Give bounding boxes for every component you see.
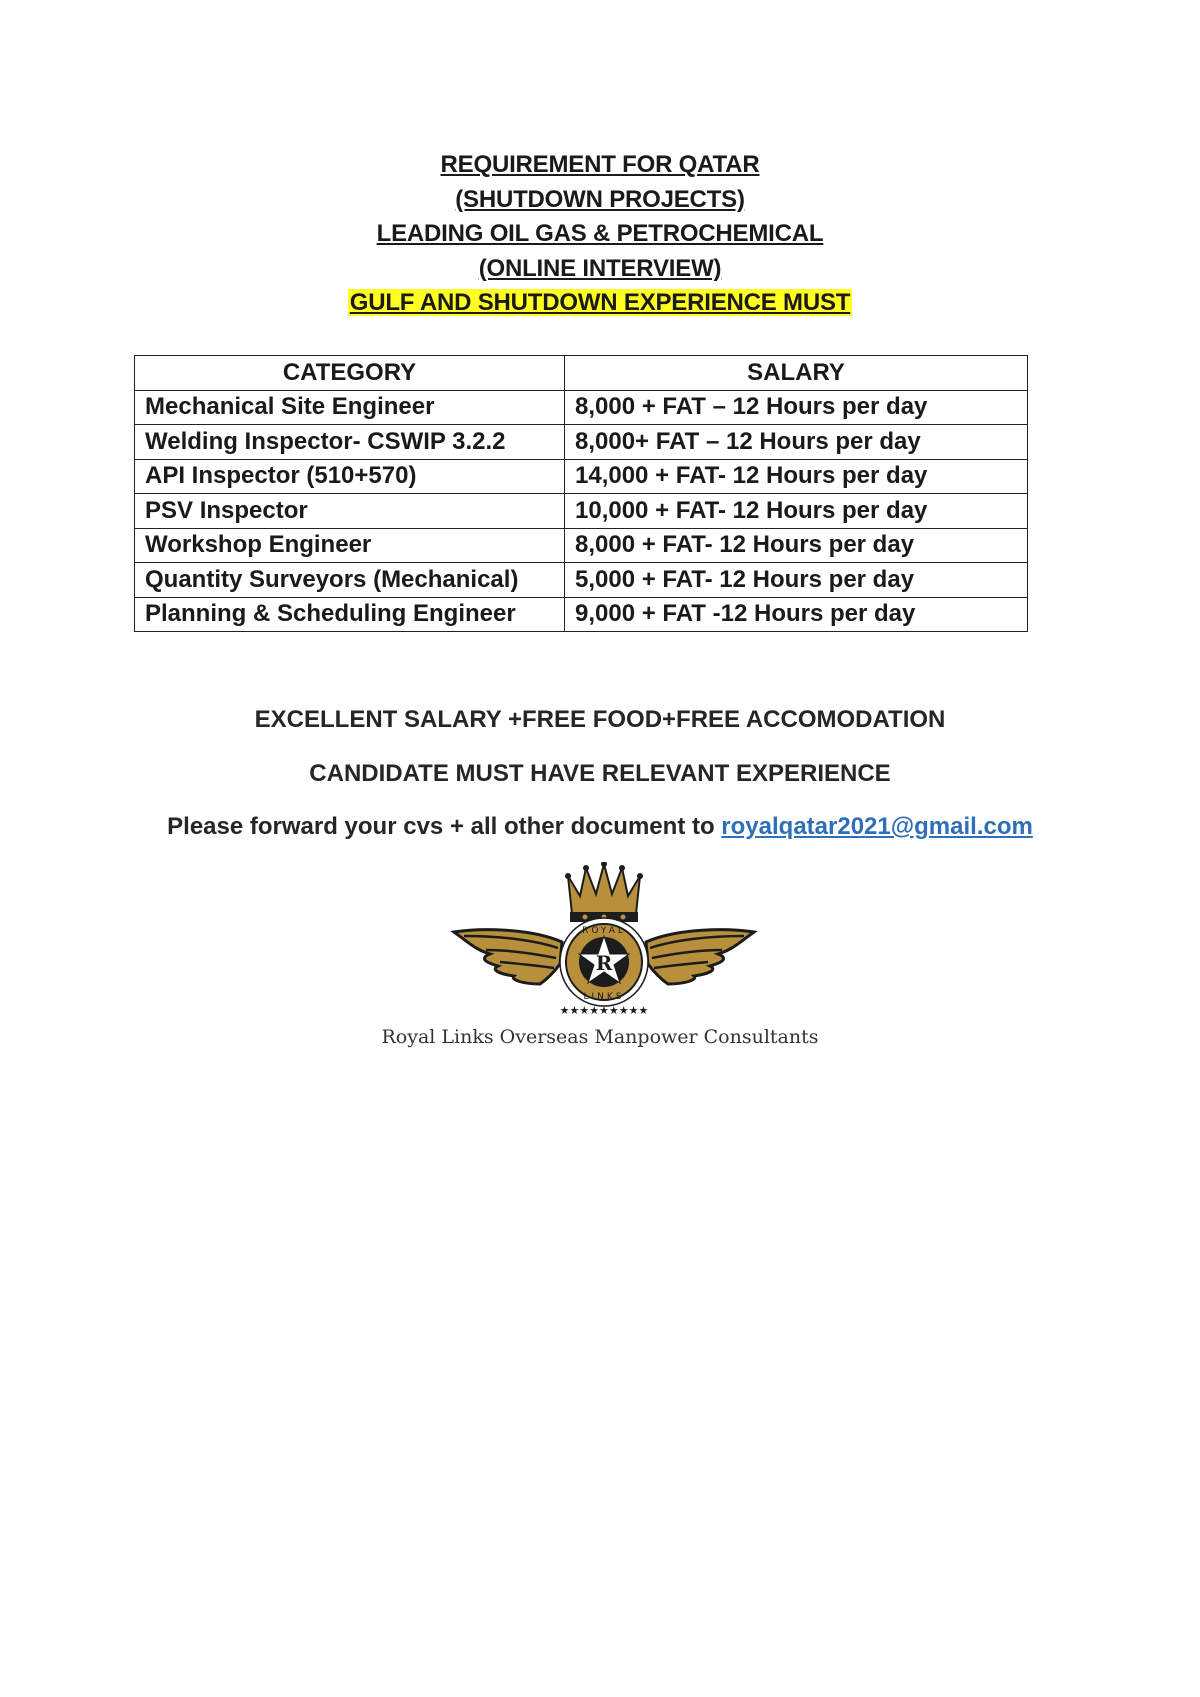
contact-line [0, 813, 1200, 841]
salary-cell: 8,000 + FAT- 12 Hours per day [565, 528, 1028, 563]
royal-links-logo [450, 862, 758, 1028]
header-subtitle-industry: LEADING OIL GAS & PETROCHEMICAL [376, 220, 824, 247]
email-link[interactable]: royalqatar2021@gmail.com [721, 813, 1033, 840]
table-row [135, 528, 1028, 563]
column-header-salary: SALARY [565, 356, 1028, 391]
jobs-table [134, 355, 1028, 632]
header [0, 148, 1200, 321]
right-wing-icon [646, 930, 754, 984]
category-cell: Quantity Surveyors (Mechanical) [135, 563, 565, 598]
medallion-emblem [560, 918, 649, 1017]
salary-cell: 14,000 + FAT- 12 Hours per day [565, 459, 1028, 494]
category-cell: Workshop Engineer [135, 528, 565, 563]
highlighted-requirement: GULF AND SHUTDOWN EXPERIENCE MUST [349, 289, 851, 316]
benefits-text: EXCELLENT SALARY +FREE FOOD+FREE ACCOMODATION [254, 706, 946, 733]
category-cell: Planning & Scheduling Engineer [135, 597, 565, 632]
header-subtitle-interview: (ONLINE INTERVIEW) [478, 254, 722, 282]
column-header-category: CATEGORY [135, 356, 565, 391]
crown-icon [565, 862, 643, 922]
table-row [135, 425, 1028, 460]
table-row [135, 494, 1028, 529]
salary-cell: 8,000+ FAT – 12 Hours per day [565, 425, 1028, 460]
table-row [135, 459, 1028, 494]
category-cell: PSV Inspector [135, 494, 565, 529]
salary-cell: 8,000 + FAT – 12 Hours per day [565, 390, 1028, 425]
category-cell: API Inspector (510+570) [135, 459, 565, 494]
experience-requirement-text: CANDIDATE MUST HAVE RELEVANT EXPERIENCE [309, 760, 891, 787]
salary-cell: 10,000 + FAT- 12 Hours per day [565, 494, 1028, 529]
table-row [135, 597, 1028, 632]
forward-instruction: Please forward your cvs + all other document to [167, 813, 722, 840]
left-wing-icon [454, 930, 562, 984]
category-cell: Mechanical Site Engineer [135, 390, 565, 425]
logo-caption: Royal Links Overseas Manpower Consultants [381, 1026, 819, 1048]
table-row [135, 563, 1028, 598]
header-subtitle-projects: (SHUTDOWN PROJECTS) [455, 185, 745, 213]
logo-stars-decoration: ★★★★★★★★★ [559, 1004, 649, 1017]
table-header-row [135, 356, 1028, 391]
table-row [135, 390, 1028, 425]
logo-top-text: ROYAL [582, 926, 626, 936]
salary-cell: 5,000 + FAT- 12 Hours per day [565, 563, 1028, 598]
logo-letter: R [595, 951, 613, 975]
logo-bottom-text: LINKS [583, 992, 625, 1002]
category-cell: Welding Inspector- CSWIP 3.2.2 [135, 425, 565, 460]
salary-cell: 9,000 + FAT -12 Hours per day [565, 597, 1028, 632]
header-title: REQUIREMENT FOR QATAR [440, 151, 760, 178]
